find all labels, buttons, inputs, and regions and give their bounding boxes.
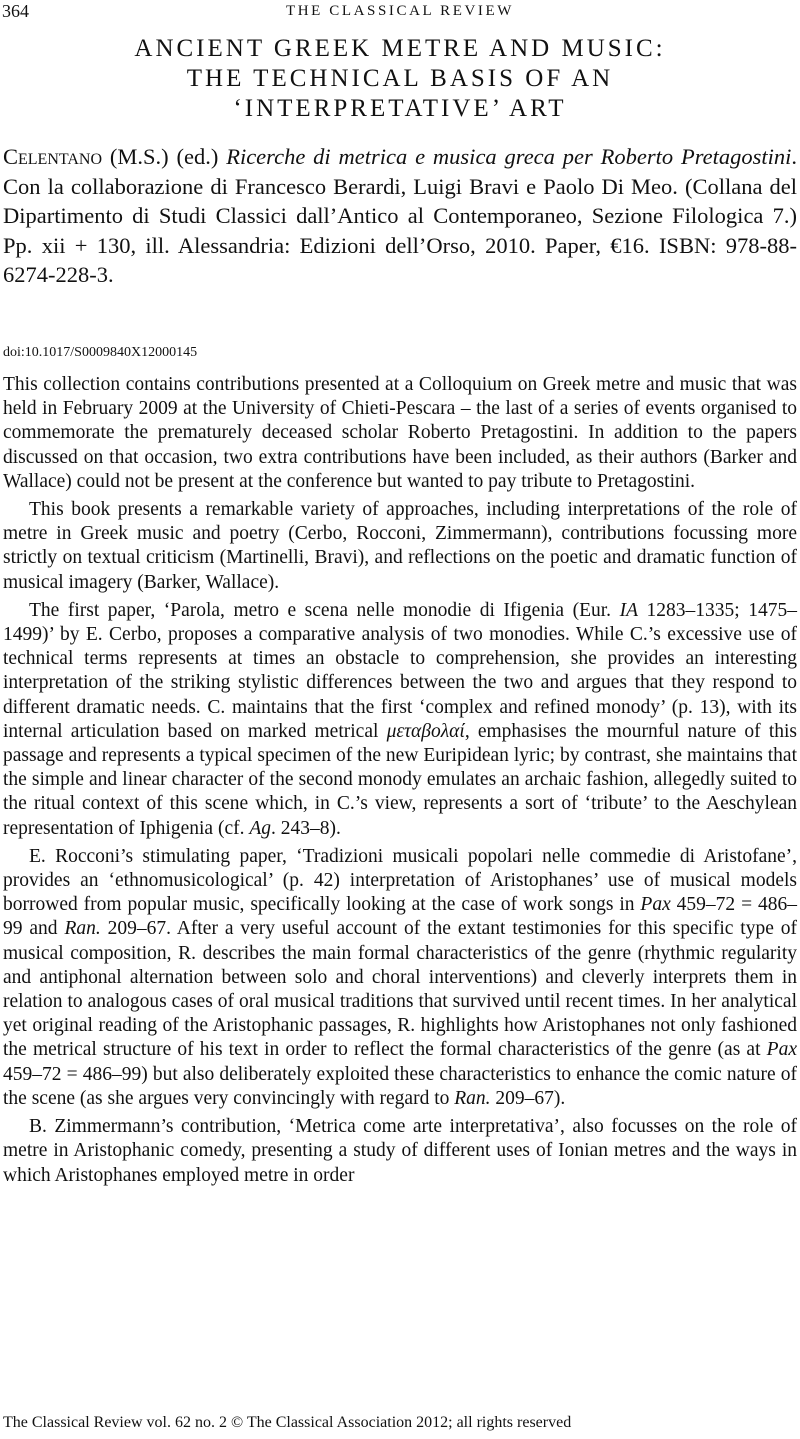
p4-text-3: 209–67. After a very useful account of the extant testimonies for this specific type of musical composition, R. describes the main formal characteristics of the genre (rhythmic regularity and antiphonal alternation between solo and choral interventions) and cleverly interprets them in relation to analogous cases of oral musical traditions that survived until recent times. In her analytical yet original reading of the Aristophanic passages, R. highlights how Aristophanes not only fashioned the metrical structure of his text in order to reflect the formal characteristics of the genre (as at — [3, 918, 797, 1061]
title-line-3: ‘INTERPRETATIVE’ ART — [233, 95, 567, 122]
p3-greek-term: μεταβολαί — [386, 720, 465, 742]
p4-italic-4: Ran. — [454, 1087, 491, 1109]
doi: doi:10.1017/S0009840X12000145 — [3, 345, 198, 360]
paragraph-5: B. Zimmermann’s contribution, ‘Metrica come arte interpretativa’, also focusses on the role of metre in Aristophanic comedy, presenting a study of different uses of Ionian metres and the ways in which Aristophanes employed metre in order — [3, 1116, 797, 1186]
article-title — [0, 34, 800, 124]
p3-italic-1: IA — [619, 599, 638, 621]
p4-text-1: E. Rocconi’s stimulating paper, ‘Tradizioni musicali popolari nelle commedie di Aristofane’, provides an ‘ethnomusicological’ (p. 42) interpretation of Aristophanes’ use of musical models borrowed from popular music, specifically looking at the case of work songs in — [3, 845, 797, 916]
p4-italic-2: Ran. — [64, 918, 101, 940]
p3-text-1: The first paper, ‘Parola, metro e scena nelle monodie di Ifigenia (Eur. — [29, 599, 620, 621]
p4-text-2: 459–72 = 486–99 and — [3, 894, 797, 940]
citation-details: . Con la collaborazione di Francesco Berardi, Luigi Bravi e Paolo Di Meo. (Collana del Dipartimento di Studi Classici dall’Antico al Contemporaneo, Sezione Filologica 7.) Pp. xii + 130, ill. Alessandria: Edizioni dell’Orso, 2010. Paper, €16. ISBN: 978-88-6274-228-3. — [3, 144, 797, 287]
citation-book-title: Ricerche di metrica e musica greca per Roberto Pretagostini — [226, 144, 792, 169]
journal-name: THE CLASSICAL REVIEW — [285, 3, 515, 19]
p4-text-5: 209–67). — [490, 1087, 566, 1109]
p3-text-4: . 243–8). — [271, 817, 341, 839]
p4-italic-3: Pax — [766, 1039, 797, 1061]
p3-text-3: , emphasises the mournful nature of this passage and represents a typical specimen of the new Euripidean lyric; by contrast, she maintains that the simple and linear character of the second monody emulates an archaic fashion, allegedly suited to the ritual context of this scene which, in C.’s view, represents a sort of ‘tribute’ to the Aeschylean representation of Iphigenia (cf. — [3, 720, 797, 839]
p4-text-4: 459–72 = 486–99) but also deliberately exploited these characteristics to enhance the comic nature of the scene (as she argues very convincingly with regard to — [3, 1063, 797, 1109]
p4-italic-1: Pax — [640, 894, 671, 916]
p3-text-2: 1283–1335; 1475–1499)’ by E. Cerbo, proposes a comparative analysis of two monodies. While C.’s excessive use of technical terms represents at times an obstacle to comprehension, she provides an interesting interpretation of the striking stylistic differences between the two and argues that they respond to different dramatic needs. C. maintains that the first ‘complex and refined monody’ (p. 13), with its internal articulation based on marked metrical — [3, 599, 797, 742]
p3-italic-2: Ag — [249, 817, 272, 839]
copyright-footer: The Classical Review vol. 62 no. 2 © The Classical Association 2012; all rights reserved — [3, 1414, 572, 1431]
paragraph-3 — [3, 599, 797, 841]
title-line-1: ANCIENT GREEK METRE AND MUSIC: — [134, 35, 666, 62]
citation-author: Celentano — [3, 144, 103, 169]
paragraph-4 — [3, 845, 797, 1111]
book-citation — [3, 142, 797, 290]
page-number: 364 — [2, 1, 29, 21]
running-head — [0, 0, 800, 24]
paragraph-1: This collection contains contributions presented at a Colloquium on Greek metre and music that was held in February 2009 at the University of Chieti-Pescara – the last of a series of events organised to commemorate the prematurely deceased scholar Roberto Pretagostini. In addition to the papers discussed on that occasion, two extra contributions have been included, as their authors (Barker and Wallace) could not be present at the conference but wanted to pay tribute to Pretagostini. — [3, 374, 797, 492]
review-body — [3, 373, 797, 1192]
paragraph-2: This book presents a remarkable variety of approaches, including interpretations of the role of metre in Greek music and poetry (Cerbo, Rocconi, Zimmermann), contributions focussing more strictly on textual criticism (Martinelli, Bravi), and reflections on the poetic and dramatic function of musical imagery (Barker, Wallace). — [3, 499, 797, 593]
citation-initials: (M.S.) (ed.) — [102, 144, 227, 169]
title-line-2: THE TECHNICAL BASIS OF AN — [186, 65, 614, 92]
